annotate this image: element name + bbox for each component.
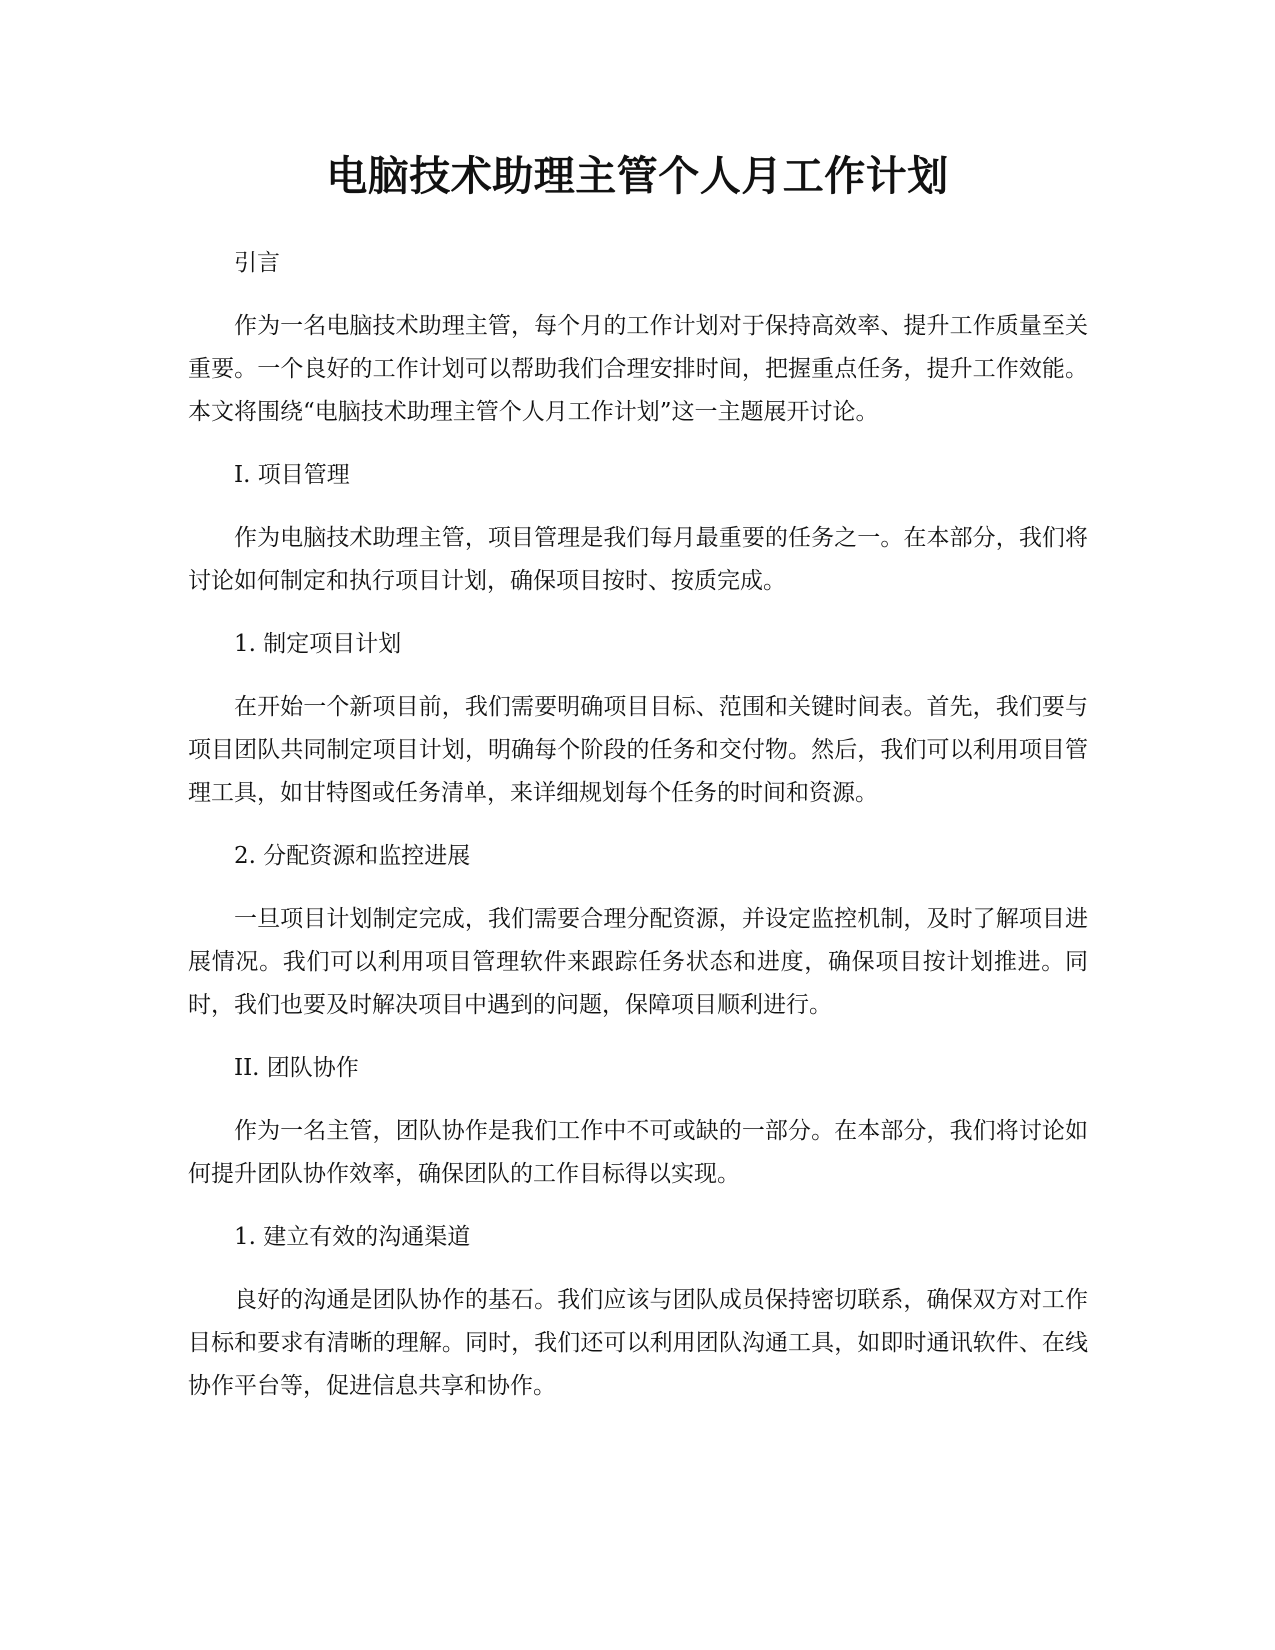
subsection-heading-allocate-monitor: 2. 分配资源和监控进展 <box>234 843 471 869</box>
paragraph-project-management: 作为电脑技术助理主管，项目管理是我们每月最重要的任务之一。在本部分，我们将讨论如何制定和执行项目计划，确保项目按时、按质完成。 <box>188 525 1088 594</box>
subsection-heading-communication: 1. 建立有效的沟通渠道 <box>234 1224 471 1250</box>
document-title: 电脑技术助理主管个人月工作计划 <box>326 152 949 200</box>
section-heading-intro: 引言 <box>234 250 280 276</box>
section-heading-team-collaboration: II. 团队协作 <box>234 1055 359 1081</box>
paragraph-team-collaboration: 作为一名主管，团队协作是我们工作中不可或缺的一部分。在本部分，我们将讨论如何提升团队协作效率，确保团队的工作目标得以实现。 <box>188 1118 1088 1187</box>
paragraph-intro: 作为一名电脑技术助理主管，每个月的工作计划对于保持高效率、提升工作质量至关重要。一个良好的工作计划可以帮助我们合理安排时间，把握重点任务，提升工作效能。本文将围绕“电脑技术助理主管个人月工作计划”这一主题展开讨论。 <box>188 313 1088 425</box>
section-heading-project-management: I. 项目管理 <box>234 462 350 488</box>
document-body <box>188 242 1088 1428</box>
subsection-heading-make-plan: 1. 制定项目计划 <box>234 631 402 657</box>
paragraph-communication: 良好的沟通是团队协作的基石。我们应该与团队成员保持密切联系，确保双方对工作目标和要求有清晰的理解。同时，我们还可以利用团队沟通工具，如即时通讯软件、在线协作平台等，促进信息共享和协作。 <box>188 1287 1088 1399</box>
paragraph-make-plan: 在开始一个新项目前，我们需要明确项目目标、范围和关键时间表。首先，我们要与项目团队共同制定项目计划，明确每个阶段的任务和交付物。然后，我们可以利用项目管理工具，如甘特图或任务清单，来详细规划每个任务的时间和资源。 <box>188 694 1088 806</box>
paragraph-allocate-monitor: 一旦项目计划制定完成，我们需要合理分配资源，并设定监控机制，及时了解项目进展情况。我们可以利用项目管理软件来跟踪任务状态和进度，确保项目按计划推进。同时，我们也要及时解决项目中遇到的问题，保障项目顺利进行。 <box>188 906 1088 1018</box>
